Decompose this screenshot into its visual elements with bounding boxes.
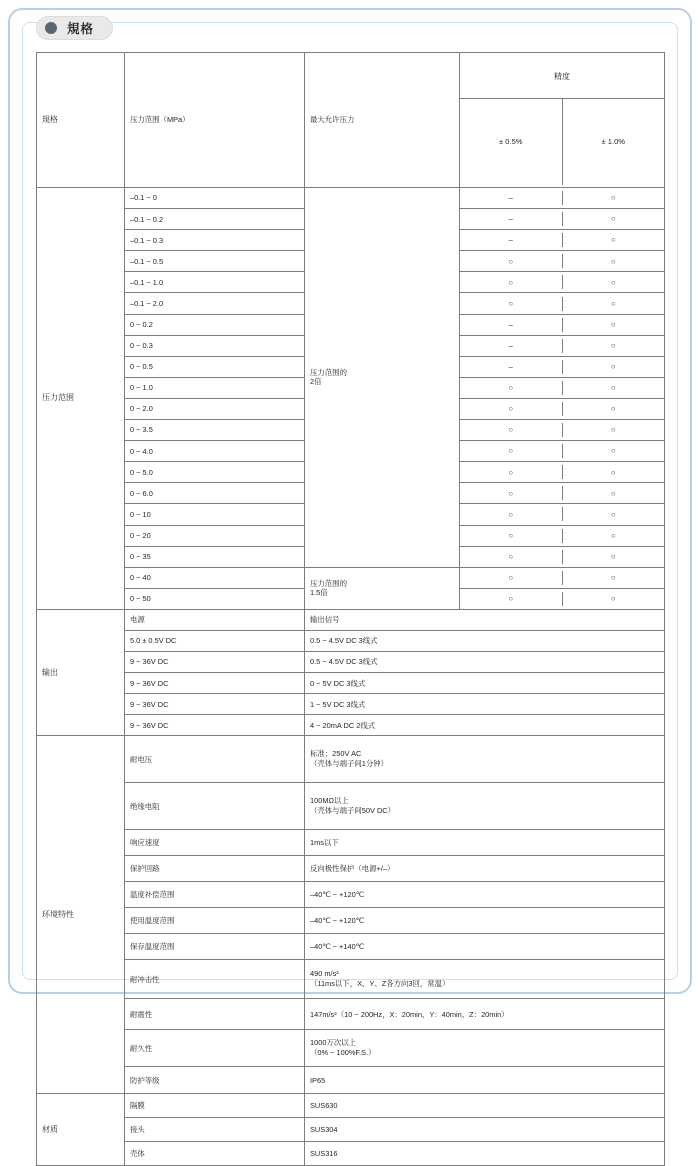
environment-value-line2: （壳体与端子间1分钟） (310, 759, 389, 769)
accuracy-cells (460, 209, 665, 230)
accuracy-cells (460, 335, 665, 356)
accuracy-cells (460, 588, 665, 609)
accuracy-cells (460, 398, 665, 419)
accuracy-05-mark: ○ (508, 509, 514, 519)
table-row (37, 609, 665, 630)
pressure-range-value: 0 ~ 4.0 (125, 441, 305, 462)
accuracy-10-mark: ○ (562, 360, 665, 374)
output-signal-value: 输出信号 (305, 609, 665, 630)
pressure-range-value: –0.1 ~ 1.0 (125, 272, 305, 293)
table-row (37, 934, 665, 960)
material-value: SUS630 (305, 1094, 665, 1118)
output-power-value: 电源 (125, 609, 305, 630)
accuracy-05-mark: ○ (508, 404, 514, 414)
table-row (37, 908, 665, 934)
accuracy-05-mark: – (508, 319, 513, 329)
output-power-value: 9 ~ 36V DC (125, 715, 305, 736)
accuracy-05-mark: ○ (508, 467, 514, 477)
accuracy-10-mark: ○ (562, 571, 665, 585)
output-signal-value: 1 ~ 5V DC 3线式 (305, 694, 665, 715)
accuracy-10-mark: ○ (562, 507, 665, 521)
pressure-range-value: 0 ~ 3.5 (125, 420, 305, 441)
table-row (37, 1067, 665, 1094)
pressure-range-value: 0 ~ 10 (125, 504, 305, 525)
accuracy-05-mark: ○ (508, 277, 514, 287)
accuracy-05-mark: ○ (508, 551, 514, 561)
header-spec-label: 規格 (37, 53, 125, 188)
pressure-range-value: 0 ~ 0.5 (125, 356, 305, 377)
environment-item: 绝缘电阻 (125, 783, 305, 830)
material-value: SUS316 (305, 1142, 665, 1166)
header-pressure-range-label: 压力范围（MPa） (125, 53, 305, 188)
accuracy-cells (460, 546, 665, 567)
accuracy-10-mark: ○ (562, 402, 665, 416)
accuracy-10-mark: ○ (562, 381, 665, 395)
pressure-range-value: 0 ~ 6.0 (125, 483, 305, 504)
accuracy-cells (460, 293, 665, 314)
environment-value-line2: （0% ~ 100%F.S.） (310, 1048, 376, 1058)
accuracy-cells (460, 567, 665, 588)
section-header-pill (36, 16, 113, 40)
table-row (37, 188, 665, 209)
accuracy-cells (460, 377, 665, 398)
pressure-range-value: –0.1 ~ 0.5 (125, 251, 305, 272)
accuracy-10-mark: ○ (562, 550, 665, 564)
accuracy-cells (460, 483, 665, 504)
accuracy-05-mark: ○ (508, 530, 514, 540)
table-row (37, 1118, 665, 1142)
output-power-value: 5.0 ± 0.5V DC (125, 630, 305, 651)
table-row (37, 673, 665, 694)
table-row (37, 1030, 665, 1067)
header-max-pressure-label: 最大允许压力 (305, 53, 460, 188)
accuracy-05-mark: ○ (508, 488, 514, 498)
header-accuracy-05: ± 0.5% (498, 137, 523, 147)
output-power-value: 9 ~ 36V DC (125, 652, 305, 673)
pressure-range-value: 0 ~ 40 (125, 567, 305, 588)
environment-item: 防护等级 (125, 1067, 305, 1094)
accuracy-10-mark: ○ (562, 339, 665, 353)
pressure-range-value: –0.1 ~ 0.2 (125, 209, 305, 230)
accuracy-05-mark: ○ (508, 256, 514, 266)
accuracy-05-mark: ○ (508, 383, 514, 393)
environment-item: 温度补偿范围 (125, 882, 305, 908)
environment-value-line1: 100MΩ以上 (310, 795, 349, 805)
output-signal-value: 0 ~ 5V DC 3线式 (305, 673, 665, 694)
table-row (37, 1094, 665, 1118)
accuracy-10-mark: ○ (562, 233, 665, 247)
pressure-range-value: 0 ~ 5.0 (125, 462, 305, 483)
section-label-environment: 环境特性 (37, 736, 125, 1094)
output-signal-value: 0.5 ~ 4.5V DC 3线式 (305, 652, 665, 673)
table-header-row (37, 53, 665, 188)
accuracy-cells (460, 525, 665, 546)
accuracy-cells (460, 441, 665, 462)
accuracy-cells (460, 462, 665, 483)
accuracy-10-mark: ○ (562, 529, 665, 543)
environment-value (305, 1030, 665, 1067)
environment-value-line1: 490 m/s² (310, 968, 339, 978)
section-label-material: 材质 (37, 1094, 125, 1166)
environment-value: 147m/s²（10 ~ 200Hz，X：20min、Y：40min、Z：20min） (305, 999, 665, 1030)
accuracy-05-mark: ○ (508, 298, 514, 308)
table-row (37, 999, 665, 1030)
pressure-range-value: –0.1 ~ 2.0 (125, 293, 305, 314)
environment-value (305, 783, 665, 830)
output-power-value: 9 ~ 36V DC (125, 673, 305, 694)
accuracy-05-mark: – (508, 214, 513, 224)
environment-value-line1: 标准；250V AC (310, 748, 362, 758)
accuracy-05-mark: – (508, 235, 513, 245)
accuracy-cells (460, 356, 665, 377)
material-item: 壳体 (125, 1142, 305, 1166)
pressure-range-value: 0 ~ 35 (125, 546, 305, 567)
accuracy-cells (460, 420, 665, 441)
pressure-range-value: –0.1 ~ 0 (125, 188, 305, 209)
accuracy-cells (460, 272, 665, 293)
max-pressure-note-1-line2: 2倍 (310, 377, 322, 387)
pressure-range-value: 0 ~ 0.3 (125, 335, 305, 356)
accuracy-cells (460, 230, 665, 251)
environment-item: 耐冲击性 (125, 960, 305, 999)
max-pressure-note-1 (305, 188, 460, 568)
material-item: 接头 (125, 1118, 305, 1142)
table-row (37, 1142, 665, 1166)
accuracy-10-mark: ○ (562, 191, 665, 205)
environment-value (305, 960, 665, 999)
accuracy-05-mark: – (508, 340, 513, 350)
output-signal-value: 4 ~ 20mA DC 2线式 (305, 715, 665, 736)
header-accuracy-10: ± 1.0% (562, 99, 665, 185)
accuracy-cells (460, 188, 665, 209)
table-row (37, 652, 665, 673)
accuracy-10-mark: ○ (562, 212, 665, 226)
environment-item: 耐电压 (125, 736, 305, 783)
accuracy-10-mark: ○ (562, 486, 665, 500)
accuracy-10-mark: ○ (562, 297, 665, 311)
accuracy-10-mark: ○ (562, 318, 665, 332)
table-row (37, 736, 665, 783)
environment-item: 响应速度 (125, 830, 305, 856)
max-pressure-note-2 (305, 567, 460, 609)
table-row (37, 783, 665, 830)
pressure-range-value: 0 ~ 0.2 (125, 314, 305, 335)
table-row (37, 856, 665, 882)
pressure-range-value: 0 ~ 50 (125, 588, 305, 609)
max-pressure-note-2-line2: 1.5倍 (310, 588, 328, 598)
accuracy-10-mark: ○ (562, 444, 665, 458)
table-row (37, 882, 665, 908)
page-title: 規格 (67, 22, 95, 36)
environment-value: –40℃ ~ +140℃ (305, 934, 665, 960)
header-accuracy-group (460, 53, 665, 188)
accuracy-10-mark: ○ (562, 592, 665, 606)
accuracy-05-mark: ○ (508, 572, 514, 582)
accuracy-cells (460, 504, 665, 525)
max-pressure-note-2-line1: 压力范围的 (310, 579, 347, 589)
accuracy-cells (460, 314, 665, 335)
accuracy-05-mark: – (508, 193, 513, 203)
table-row (37, 960, 665, 999)
environment-value-line2: （壳体与端子间50V DC） (310, 806, 396, 816)
pressure-range-value: 0 ~ 20 (125, 525, 305, 546)
accuracy-10-mark: ○ (562, 254, 665, 268)
max-pressure-note-1-line1: 压力范围的 (310, 368, 347, 378)
output-signal-value: 0.5 ~ 4.5V DC 3线式 (305, 630, 665, 651)
bullet-dot-icon (45, 22, 57, 34)
accuracy-10-mark: ○ (562, 465, 665, 479)
environment-value: –40℃ ~ +120℃ (305, 908, 665, 934)
material-value: SUS304 (305, 1118, 665, 1142)
pressure-range-value: 0 ~ 2.0 (125, 398, 305, 419)
environment-value: 反向极性保护（电源+/–） (305, 856, 665, 882)
table-row (37, 694, 665, 715)
environment-value: IP65 (305, 1067, 665, 1094)
pressure-range-value: 0 ~ 1.0 (125, 377, 305, 398)
environment-item: 耐久性 (125, 1030, 305, 1067)
accuracy-05-mark: ○ (508, 594, 514, 604)
material-item: 隔膜 (125, 1094, 305, 1118)
accuracy-cells (460, 251, 665, 272)
environment-value (305, 736, 665, 783)
environment-item: 保存温度范围 (125, 934, 305, 960)
section-label-pressure-range: 压力范围 (37, 188, 125, 610)
header-accuracy-label: 精度 (460, 55, 664, 99)
section-label-output: 输出 (37, 609, 125, 736)
section-header (36, 16, 113, 40)
environment-item: 使用温度范围 (125, 908, 305, 934)
output-power-value: 9 ~ 36V DC (125, 694, 305, 715)
environment-value: –40℃ ~ +120℃ (305, 882, 665, 908)
environment-value-line2: （11ms以下，X、Y、Z各方向3回，常温） (310, 979, 450, 989)
pressure-range-value: –0.1 ~ 0.3 (125, 230, 305, 251)
accuracy-05-mark: ○ (508, 425, 514, 435)
specification-table (36, 52, 665, 1166)
table-row (37, 830, 665, 856)
table-row (37, 630, 665, 651)
environment-item: 耐震性 (125, 999, 305, 1030)
table-row (37, 715, 665, 736)
accuracy-10-mark: ○ (562, 423, 665, 437)
accuracy-05-mark: – (508, 362, 513, 372)
accuracy-05-mark: ○ (508, 446, 514, 456)
environment-value-line1: 1000万次以上 (310, 1037, 357, 1047)
table-row (37, 567, 665, 588)
accuracy-10-mark: ○ (562, 275, 665, 289)
environment-value: 1ms以下 (305, 830, 665, 856)
environment-item: 保护回路 (125, 856, 305, 882)
